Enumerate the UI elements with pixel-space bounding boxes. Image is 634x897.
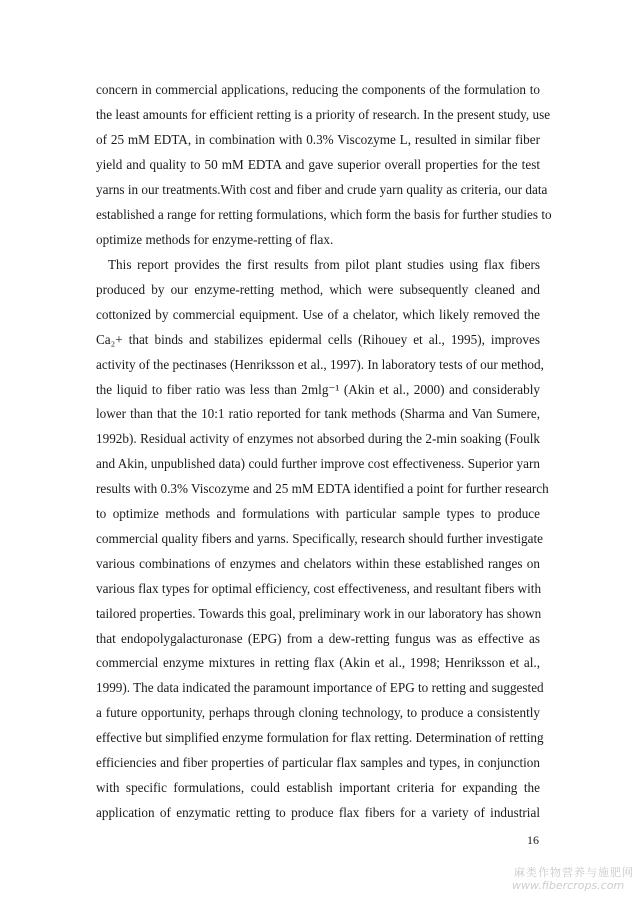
text-line: concern in commercial applications, reducing the components of the formulation to <box>96 82 540 97</box>
text-line: with specific formulations, could establish important criteria for expanding the <box>96 780 540 795</box>
text-line: of 25 mM EDTA, in combination with 0.3% Viscozyme L, resulted in similar fiber <box>96 132 540 147</box>
text-line: cottonized by commercial equipment. Use of a chelator, which likely removed the <box>96 307 540 322</box>
watermark-text: 麻类作物营养与施肥网 <box>514 866 634 879</box>
watermark-url: www.fibercrops.com <box>512 879 625 892</box>
text-line: yield and quality to 50 mM EDTA and gave superior overall properties for the test <box>96 157 540 172</box>
text-line: the liquid to fiber ratio was less than 2mlg⁻¹ (Akin et al., 2000) and considerably <box>96 382 540 397</box>
text-line: commercial quality fibers and yarns. Specifically, research should further investigate <box>96 531 543 546</box>
text-line: 1992b). Residual activity of enzymes not absorbed during the 2-min soaking (Foulk <box>96 431 540 446</box>
text-line: various flax types for optimal efficiency, cost effectiveness, and resultant fibers with <box>96 581 542 596</box>
text-line: Ca₂+ that binds and stabilizes epidermal cells (Rihouey et al., 1995), improves <box>96 332 540 347</box>
text-line: results with 0.3% Viscozyme and 25 mM EDTA identified a point for further research <box>96 481 549 496</box>
text-line: efficiencies and fiber properties of particular flax samples and types, in conjunction <box>96 755 540 770</box>
text-line: to optimize methods and formulations with particular sample types to produce <box>96 506 540 521</box>
text-line: yarns in our treatments.With cost and fiber and crude yarn quality as criteria, our data <box>96 182 548 197</box>
text-line: lower than that the 10:1 ratio reported for tank methods (Sharma and Van Sumere, <box>96 406 540 421</box>
text-line: the least amounts for efficient retting is a priority of research. In the present study, use <box>96 107 551 122</box>
text-line: a future opportunity, perhaps through cloning technology, to produce a consistently <box>96 705 540 720</box>
text-line: application of enzymatic retting to produce flax fibers for a variety of industrial <box>96 805 540 820</box>
page-number: 16 <box>527 833 539 847</box>
text-line: produced by our enzyme-retting method, which were subsequently cleaned and <box>96 282 540 297</box>
text-line: 1999). The data indicated the paramount importance of EPG to retting and suggested <box>96 680 544 695</box>
text-line: activity of the pectinases (Henriksson et al., 1997). In laboratory tests of our method, <box>96 357 544 372</box>
text-line: effective but simplified enzyme formulation for flax retting. Determination of retting <box>96 730 544 745</box>
text-line: optimize methods for enzyme-retting of flax. <box>96 232 334 247</box>
text-line: various combinations of enzymes and chelators within these established ranges on <box>96 556 540 571</box>
text-line: This report provides the first results from pilot plant studies using flax fibers <box>108 257 540 272</box>
text-line: tailored properties. Towards this goal, preliminary work in our laboratory has shown <box>96 606 542 621</box>
text-line: established a range for retting formulations, which form the basis for further studies to <box>96 207 552 222</box>
text-line: that endopolygalacturonase (EPG) from a dew-retting fungus was as effective as <box>96 631 540 646</box>
text-line: and Akin, unpublished data) could further improve cost effectiveness. Superior yarn <box>96 456 540 471</box>
text-line: commercial enzyme mixtures in retting flax (Akin et al., 1998; Henriksson et al., <box>96 655 540 670</box>
